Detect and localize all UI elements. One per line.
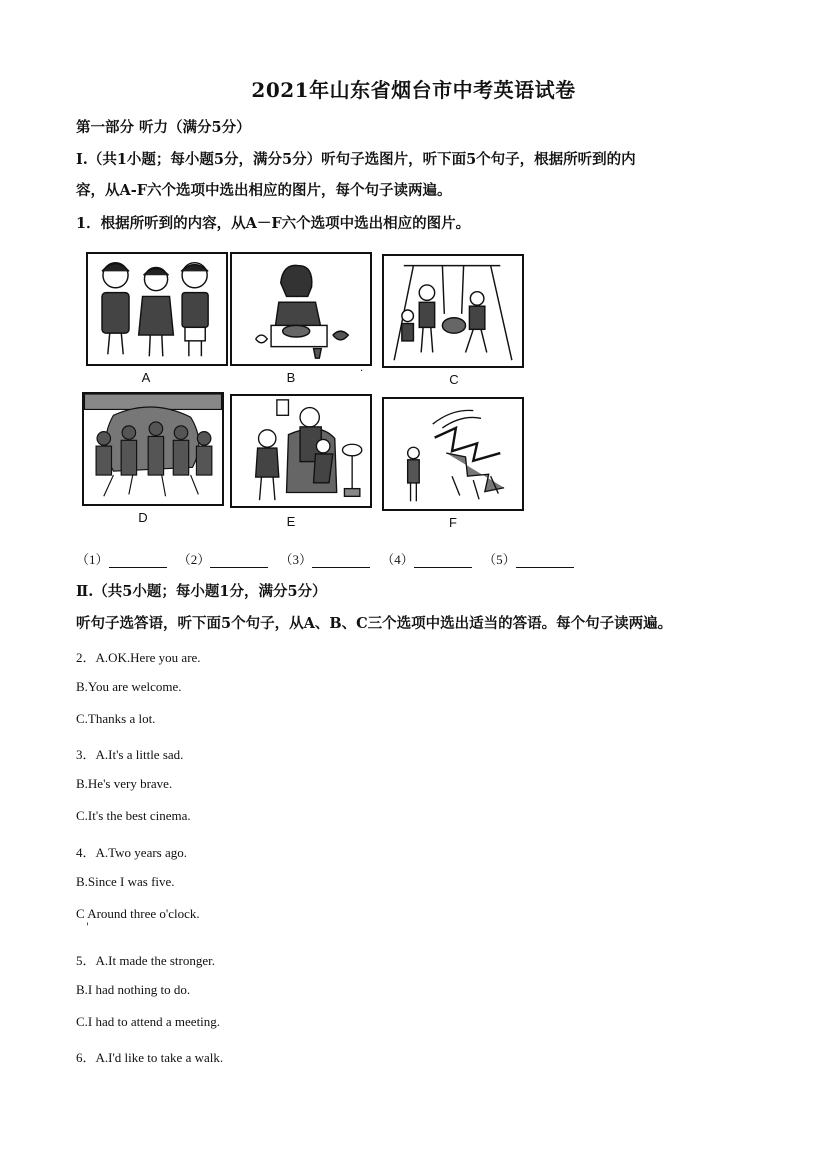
picture-c	[382, 254, 524, 368]
blank-1-label: （1）	[76, 552, 109, 567]
blank-1-line[interactable]	[109, 554, 167, 568]
option-2c: C.Thanks a lot.	[76, 711, 156, 726]
blank-2-line[interactable]	[210, 554, 268, 568]
blank-2	[178, 549, 269, 568]
playground-swing-icon	[384, 256, 522, 366]
option-2a: 2．A.OK.Here you are.	[76, 650, 201, 665]
picture-a-label: A	[141, 370, 151, 385]
picture-f-label: F	[449, 515, 457, 530]
option-5c: C.I had to attend a meeting.	[76, 1014, 221, 1029]
option-4b: B.Since I was five.	[76, 874, 175, 889]
picture-d	[82, 392, 224, 506]
answer-blanks	[76, 549, 582, 568]
page-title: 2021年山东省烟台市中考英语试卷	[251, 78, 576, 102]
blank-2-label: （2）	[177, 552, 211, 567]
blank-4	[381, 549, 472, 568]
picture-e	[230, 394, 372, 508]
family-sofa-icon	[232, 396, 370, 506]
scan-speck: '	[86, 922, 89, 933]
option-6a: 6．A.I'd like to take a walk.	[76, 1050, 224, 1065]
option-4a: 4．A.Two years ago.	[76, 845, 188, 860]
storm-tree-icon	[384, 399, 522, 509]
picture-e-label: E	[286, 514, 296, 529]
question-1-text: 1．根据所听到的内容，从A－F六个选项中选出相应的图片。	[76, 215, 471, 232]
option-3b: B.He's very brave.	[76, 776, 173, 791]
picture-c-label: C	[449, 372, 459, 387]
picture-a	[86, 252, 228, 366]
three-children-icon	[88, 254, 226, 364]
option-4c: C Around three o'clock.	[76, 906, 200, 921]
blank-5-label: （5）	[483, 552, 516, 567]
blank-3	[280, 549, 371, 568]
option-2b: B.You are welcome.	[76, 679, 182, 694]
picture-f	[382, 397, 524, 511]
scan-speck: ·	[360, 366, 364, 377]
blank-5-line[interactable]	[516, 554, 574, 568]
blank-4-label: （4）	[381, 552, 414, 567]
section1-instructions-line1: Ⅰ.（共1小题；每小题5分，满分5分）听句子选图片，听下面5个句子，根据所听到的内	[76, 151, 636, 168]
blank-1	[76, 549, 167, 568]
blank-3-label: （3）	[279, 552, 313, 567]
picture-d-label: D	[138, 510, 148, 525]
section1-instructions-line2: 容，从A-F六个选项中选出相应的图片，每个句子读两遍。	[76, 182, 452, 199]
section2-instructions: 听句子选答语，听下面5个句子，从A、B、C三个选项中选出适当的答语。每个句子读两遍。	[76, 615, 673, 632]
section2-heading: Ⅱ.（共5小题；每小题1分，满分5分）	[76, 583, 327, 600]
option-5a: 5．A.It made the stronger.	[76, 953, 215, 968]
blank-4-line[interactable]	[414, 554, 472, 568]
crowd-scene-icon	[84, 394, 222, 504]
girl-pottery-icon	[232, 254, 370, 364]
blank-3-line[interactable]	[312, 554, 370, 568]
option-3c: C.It's the best cinema.	[76, 808, 191, 823]
option-5b: B.I had nothing to do.	[76, 982, 191, 997]
blank-5	[483, 549, 574, 568]
part1-heading: 第一部分 听力（满分5分）	[76, 119, 251, 136]
option-3a: 3．A.It's a little sad.	[76, 747, 184, 762]
picture-b	[230, 252, 372, 366]
picture-b-label: B	[286, 370, 296, 385]
